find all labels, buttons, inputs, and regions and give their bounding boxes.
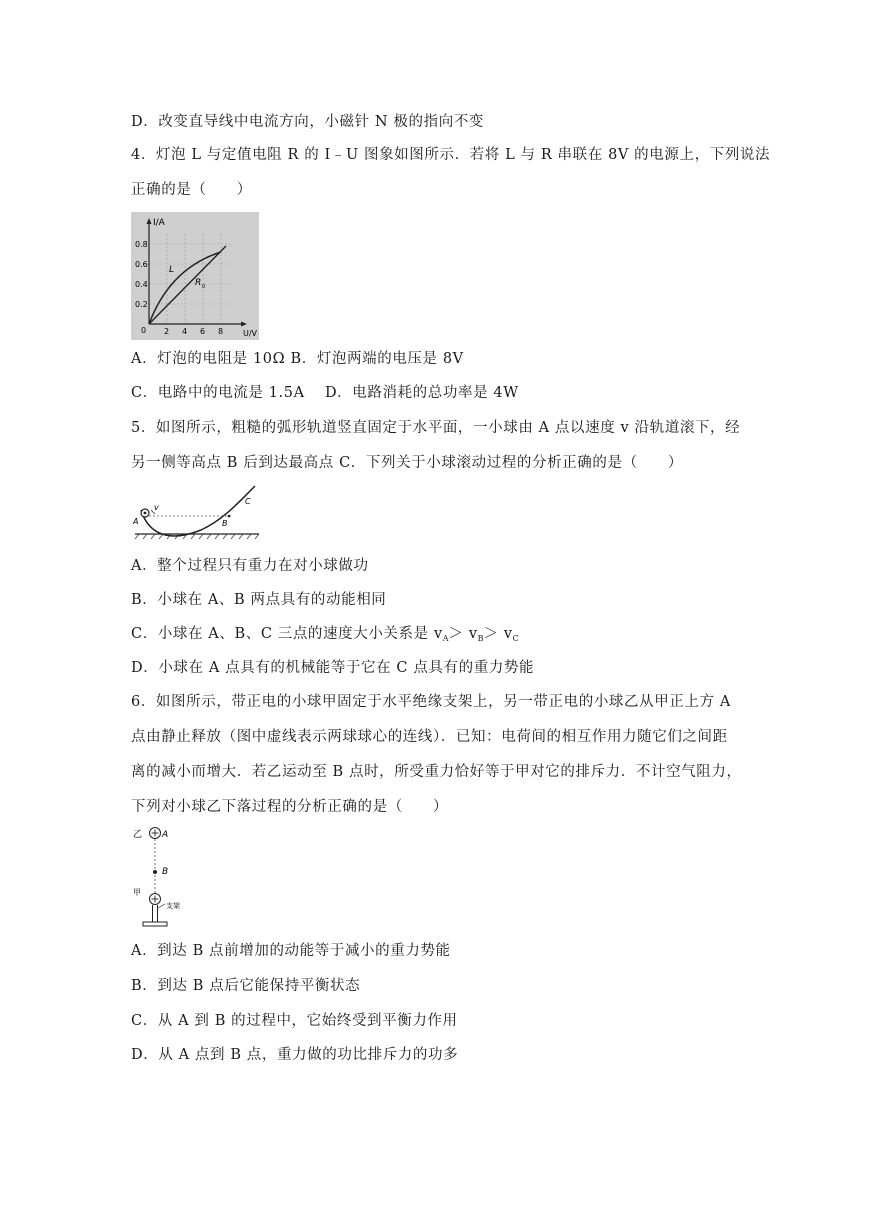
y-tick-0.8: 0.8 xyxy=(135,240,148,249)
q5c-gt2: ＞ v xyxy=(483,626,513,642)
y-tick-0.4: 0.4 xyxy=(135,280,148,289)
q5-stem-line1: 5．如图所示，粗糙的弧形轨道竖直固定于水平面，一小球由 A 点以速度 v 沿轨道滚下，经 xyxy=(131,420,741,436)
label-jia: 甲 xyxy=(133,888,141,897)
label-b: B xyxy=(162,867,169,877)
q5c-sub-c: C xyxy=(512,634,519,643)
q6-option-a: A．到达 B 点前增加的动能等于减小的重力势能 xyxy=(131,943,451,959)
y-tick-0.6: 0.6 xyxy=(135,260,148,269)
label-c: C xyxy=(245,497,251,506)
q4-stem-line1: 4．灯泡 L 与定值电阻 R 的 I﹣U 图象如图所示．若将 L 与 R 串联在 8V 的电源上，下列说法 xyxy=(131,147,771,163)
q4-options-cd: C．电路中的电流是 1.5A D．电路消耗的总功率是 4W xyxy=(131,385,519,401)
q3-option-d: D．改变直导线中电流方向，小磁针 N 极的指向不变 xyxy=(131,114,485,130)
q5c-text: C．小球在 A、B、C 三点的速度大小关系是 v xyxy=(131,626,443,642)
y-tick-0.2: 0.2 xyxy=(135,300,148,309)
q5-option-d: D．小球在 A 点具有的机械能等于它在 C 点具有的重力势能 xyxy=(131,660,535,676)
x-tick-6: 6 xyxy=(200,327,206,336)
q5c-sub-b: B xyxy=(477,634,484,643)
q5-track-figure xyxy=(131,484,263,544)
label-a: A xyxy=(133,517,139,526)
q4-iu-graph xyxy=(131,212,259,340)
q6-option-b: B．到达 B 点后它能保持平衡状态 xyxy=(131,978,361,994)
q4-stem-line2: 正确的是（ ） xyxy=(131,182,252,198)
label-a: A xyxy=(162,830,169,840)
curve-r-subscript: 0 xyxy=(202,284,206,290)
curve-l-label: L xyxy=(169,265,175,275)
point-b xyxy=(228,515,231,518)
stand-base xyxy=(143,922,167,926)
q6-charges-figure xyxy=(131,822,201,930)
q4-options-ab: A．灯泡的电阻是 10Ω B．灯泡两端的电压是 8V xyxy=(131,351,464,367)
ground-hatching xyxy=(135,534,259,539)
x-tick-2: 2 xyxy=(164,327,170,336)
ball-center xyxy=(144,512,147,515)
stand-pointer xyxy=(158,904,165,908)
label-stand: 支架 xyxy=(166,902,180,910)
q5c-sub-a: A xyxy=(442,634,449,643)
q6-stem-line2: 点由静止释放（图中虚线表示两球球心的连线）．已知：电荷间的相互作用力随它们之间距 xyxy=(131,729,728,745)
q6-stem-line1: 6．如图所示，带正电的小球甲固定于水平绝缘支架上，另一带正电的小球乙从甲正上方 A xyxy=(131,694,731,710)
q6-option-c: C．从 A 到 B 的过程中，它始终受到平衡力作用 xyxy=(131,1013,458,1029)
q5-stem-line2: 另一侧等高点 B 后到达最高点 C．下列关于小球滚动过程的分析正确的是（ ） xyxy=(131,455,683,471)
label-b: B xyxy=(222,519,228,528)
point-b xyxy=(153,870,157,874)
q5-option-a: A．整个过程只有重力在对小球做功 xyxy=(131,558,369,574)
y-axis-label: I/A xyxy=(153,218,165,228)
q5c-gt1: ＞ v xyxy=(448,626,478,642)
x-tick-4: 4 xyxy=(182,327,188,336)
label-yi: 乙 xyxy=(133,830,143,840)
q6-stem-line3: 离的减小而增大．若乙运动至 B 点时，所受重力恰好等于甲对它的排斥力．不计空气阻力， xyxy=(131,764,742,780)
x-tick-8: 8 xyxy=(218,327,224,336)
origin-label: 0 xyxy=(141,326,147,335)
q6-option-d: D．从 A 点到 B 点，重力做的功比排斥力的功多 xyxy=(131,1047,459,1063)
q5-option-b: B．小球在 A、B 两点具有的动能相同 xyxy=(131,592,387,608)
curve-r-label: R xyxy=(195,278,202,288)
q6-stem-line4: 下列对小球乙下落过程的分析正确的是（ ） xyxy=(131,799,449,815)
x-axis-label: U/V xyxy=(243,329,258,338)
label-v: v xyxy=(154,503,159,512)
q5-option-c xyxy=(131,624,519,649)
